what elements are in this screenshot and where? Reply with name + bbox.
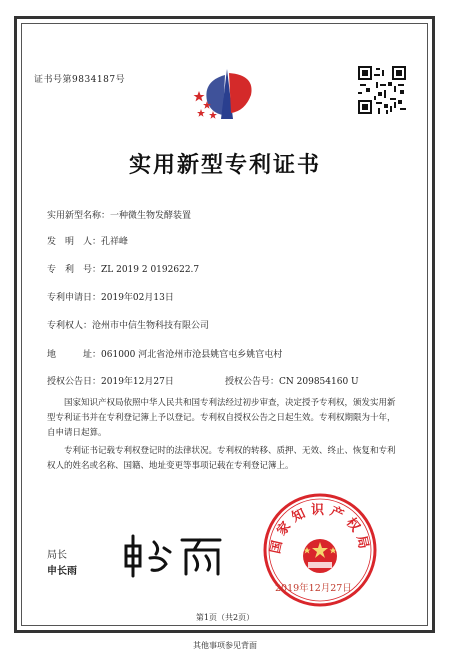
field-label: 专利申请日： (47, 293, 102, 303)
field-grant-number (225, 374, 359, 387)
director-signature (120, 530, 230, 580)
field-application-date (47, 290, 174, 303)
field-label: 专利权人： (47, 321, 93, 331)
field-value: 一种微生物发酵装置 (110, 211, 192, 221)
field-value: 孔祥峰 (101, 237, 129, 247)
field-label: 授权公告号： (225, 377, 280, 387)
certificate-title: 实用新型专利证书 (128, 152, 321, 178)
cnipa-emblem-icon (193, 67, 261, 123)
field-label: 实用新型名称： (47, 211, 111, 221)
page-number: 第1页（共2页） (195, 613, 255, 622)
body-paragraph-legal-status: 专利证书记载专利权登记时的法律状况。专利权的转移、质押、无效、终止、恢复和专利权人的姓名或名称、国籍、地址变更等事项记载在专利登记簿上。 (47, 446, 396, 471)
footer-note: 其他事项参见背面 (193, 641, 257, 650)
field-label: 地 址： (47, 350, 102, 360)
body-paragraph-grant: 国家知识产权局依照中华人民共和国专利法经过初步审查，决定授予专利权，颁发实用新型专利证书并在专利登记簿上予以登记。专利权自授权公告之日起生效。专利权期限为十年，自申请日起算。 (47, 398, 396, 438)
field-value: 沧州市中信生物科技有限公司 (92, 321, 210, 331)
certificate-number: 证书号第9834187号 (34, 75, 126, 85)
field-patent-number (47, 262, 199, 275)
field-patentee (47, 318, 209, 331)
field-utility-model-name (47, 208, 191, 221)
field-label: 授权公告日： (47, 377, 102, 387)
qr-code-icon (358, 66, 406, 114)
field-grant-date (47, 374, 174, 387)
field-label: 发 明 人： (47, 237, 102, 247)
field-value: CN 209854160 U (279, 377, 359, 387)
field-label: 专 利 号： (47, 265, 102, 275)
field-value: 061000 河北省沧州市沧县姚官屯乡姚官屯村 (101, 350, 283, 360)
field-address (47, 347, 282, 360)
seal-text: 国家知识产权局 (268, 503, 372, 556)
director-title: 局长 (47, 550, 67, 561)
field-value: ZL 2019 2 0192622.7 (101, 265, 200, 275)
director-name: 申长雨 (47, 566, 77, 577)
certificate-body (47, 396, 397, 474)
field-value: 2019年02月13日 (101, 293, 174, 303)
field-inventor (47, 234, 128, 247)
seal-date: 2019年12月27日 (275, 583, 352, 594)
field-value: 2019年12月27日 (101, 377, 174, 387)
